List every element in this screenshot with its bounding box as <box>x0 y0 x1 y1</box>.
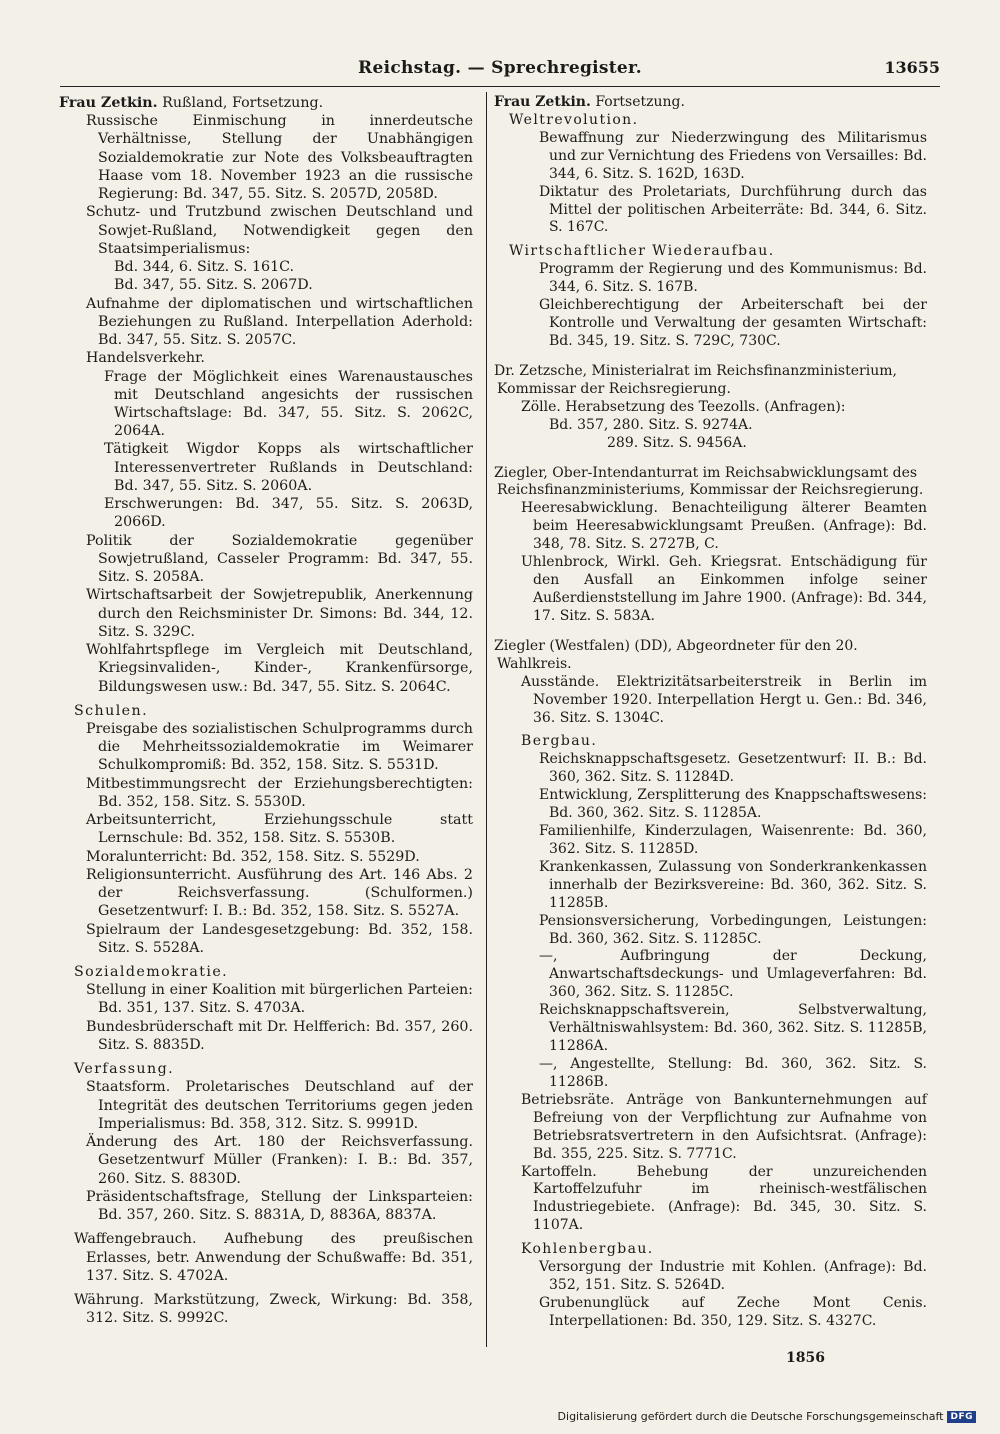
speaker-heading: Ziegler, Ober-Intendanturrat im Reichsabwicklungsamt des Reichsfinanzministeriums, Kommissar der Reichsregierung. <box>494 464 924 499</box>
register-entry: Schutz- und Trutzbund zwischen Deutschland und Sowjet-Rußland, Notwendigkeit gegen den Staatsimperialismus: <box>86 204 473 257</box>
register-entry: Uhlenbrock, Wirkl. Geh. Kriegsrat. Entschädigung für den Ausfall an Einkommen infolge seiner Außerdienststellung im Jahre 1900. (Anfrage): Bd. 344, 17. Sitz. S. 583A. <box>521 554 927 624</box>
register-entry: Russische Einmischung in innerdeutsche Verhältnisse, Stellung der Unabhängigen Sozialdemokratie zur Note des Volksbeauftragten Haase vom 18. November 1923 an die russische Regierung: Bd. 347, 55. Sitz. S. 2057D, 2058D. <box>86 113 473 203</box>
register-entry: Wirtschaftsarbeit der Sowjetrepublik, Anerkennung durch den Reichsminister Dr. Simons: Bd. 344, 12. Sitz. S. 329C. <box>86 587 473 640</box>
register-entry: Spielraum der Landesgesetzgebung: Bd. 352, 158. Sitz. S. 5528A. <box>86 921 473 956</box>
register-entry: Aufnahme der diplomatischen und wirtschaftlichen Beziehungen zu Rußland. Interpellation Aderhold: Bd. 347, 55. Sitz. S. 2057C. <box>86 295 473 349</box>
register-subentry: Entwicklung, Zersplitterung des Knappschaftswesens: Bd. 360, 362. Sitz. S. 11285A. <box>539 787 927 822</box>
section-heading: Kohlenbergbau. <box>521 1241 654 1258</box>
register-entry: Wohlfahrtspflege im Vergleich mit Deutschland, Kriegsinvaliden-, Kinder-, Krankenfürsorge, Bildungswesen usw.: Bd. 347, 55. Sitz. S. 2064C. <box>86 642 473 695</box>
speaker-name: Frau Zetkin. <box>494 94 591 110</box>
register-entry: Mitbestimmungsrecht der Erziehungsberechtigten: Bd. 352, 158. Sitz. S. 5530D. <box>86 775 473 810</box>
register-subentry: Krankenkassen, Zulassung von Sonderkrankenkassen innerhalb der Bezirksvereine: Bd. 360, 362. Sitz. S. 11285B. <box>539 858 927 911</box>
speaker-subtitle: Rußland, Fortsetzung. <box>162 95 324 111</box>
speaker-subtitle: Fortsetzung. <box>595 94 685 110</box>
register-entry: Staatsform. Proletarisches Deutschland auf der Integrität des deutschen Territoriums gegen jeden Imperialismus: Bd. 358, 312. Sitz. S. 9991D. <box>86 1079 473 1132</box>
register-subentry: —, Aufbringung der Deckung, Anwartschaftsdeckungs- und Umlageverfahren: Bd. 360, 362. Sitz. S. 11285C. <box>539 948 927 1001</box>
register-reference: Bd. 347, 55. Sitz. S. 2067D. <box>114 277 313 294</box>
speaker-heading <box>494 94 927 112</box>
register-entry: Kartoffeln. Behebung der unzureichenden Kartoffelzufuhr im rheinisch-westfälischen Industriegebiete. (Anfrage): Bd. 345, 30. Sitz. S. 1107A. <box>521 1163 927 1234</box>
register-reference: 289. Sitz. S. 9456A. <box>607 434 747 451</box>
register-entry: Ausstände. Elektrizitätsarbeiterstreik in Berlin im November 1920. Interpellation Hergt u. Gen.: Bd. 346, 36. Sitz. S. 1304C. <box>521 673 927 726</box>
register-subentry: Bewaffnung zur Niederzwingung des Militarismus und zur Vernichtung des Friedens von Versailles: Bd. 344, 6. Sitz. S. 162D, 163D. <box>539 129 927 182</box>
speaker-heading <box>59 94 473 112</box>
register-entry: Zölle. Herabsetzung des Teezolls. (Anfragen): <box>521 398 846 415</box>
credit-text: Digitalisierung gefördert durch die Deutsche Forschungsgemeinschaft <box>557 1410 944 1423</box>
right-column <box>494 94 927 1331</box>
register-subentry: Reichsknappschaftsgesetz. Gesetzentwurf: II. B.: Bd. 360, 362. Sitz. S. 11284D. <box>539 751 927 786</box>
register-entry: Bundesbrüderschaft mit Dr. Helfferich: Bd. 357, 260. Sitz. S. 8835D. <box>86 1018 473 1053</box>
register-subentry: Grubenunglück auf Zeche Mont Cenis. Interpellationen: Bd. 350, 129. Sitz. S. 4327C. <box>539 1295 927 1329</box>
register-subentry: Erschwerungen: Bd. 347, 55. Sitz. S. 2063D, 2066D. <box>104 496 473 531</box>
left-column <box>59 94 473 1327</box>
register-subentry: Programm der Regierung und des Kommunismus: Bd. 344, 6. Sitz. S. 167B. <box>539 261 927 296</box>
register-entry: Änderung des Art. 180 der Reichsverfassung. Gesetzentwurf Müller (Franken): I. B.: Bd. 357, 260. Sitz. S. 8830D. <box>86 1134 473 1187</box>
section-heading: Sozialdemokratie. <box>74 964 229 981</box>
register-entry: Heeresabwicklung. Benachteiligung älterer Beamten beim Heeresabwicklungsamt Preußen. (Anfrage): Bd. 348, 78. Sitz. S. 2727B, C. <box>521 500 927 553</box>
section-heading: Verfassung. <box>74 1061 175 1078</box>
register-reference: Bd. 344, 6. Sitz. S. 161C. <box>114 259 295 276</box>
register-reference: Bd. 357, 280. Sitz. S. 9274A. <box>549 416 753 433</box>
running-title: Reichstag. — Sprechregister. <box>358 58 642 78</box>
dfg-logo-icon: DFG <box>947 1411 976 1423</box>
register-subentry: Pensionsversicherung, Vorbedingungen, Leistungen: Bd. 360, 362. Sitz. S. 11285C. <box>539 912 927 947</box>
register-entry: Stellung in einer Koalition mit bürgerlichen Parteien: Bd. 351, 137. Sitz. S. 4703A. <box>86 982 473 1017</box>
speaker-heading: Dr. Zetzsche, Ministerialrat im Reichsfinanzministerium, Kommissar der Reichsregierung. <box>494 362 897 397</box>
page-number: 13655 <box>884 58 940 77</box>
section-heading: Schulen. <box>74 702 148 719</box>
register-subentry: Frage der Möglichkeit eines Warenaustausches mit Deutschland angesichts der russischen Wirtschaftslage: Bd. 347, 55. Sitz. S. 2062C, 2064A. <box>104 368 473 440</box>
digitization-credit <box>558 1410 976 1423</box>
register-entry: Moralunterricht: Bd. 352, 158. Sitz. S. 5529D. <box>86 848 420 865</box>
section-heading: Weltrevolution. <box>509 111 639 128</box>
register-entry: Arbeitsunterricht, Erziehungsschule statt Lernschule: Bd. 352, 158. Sitz. S. 5530B. <box>86 812 473 847</box>
register-subentry: Versorgung der Industrie mit Kohlen. (Anfrage): Bd. 352, 151. Sitz. S. 5264D. <box>539 1259 927 1294</box>
register-subentry: Diktatur des Proletariats, Durchführung durch das Mittel der politischen Arbeiterräte: Bd. 344, 6. Sitz. S. 167C. <box>539 183 927 236</box>
section-heading: Wirtschaftlicher Wiederaufbau. <box>509 243 775 260</box>
register-subentry: —, Angestellte, Stellung: Bd. 360, 362. Sitz. S. 11286B. <box>539 1056 927 1090</box>
register-subentry: Gleichberechtigung der Arbeiterschaft bei der Kontrolle und Verwaltung der gesamten Wirtschaft: Bd. 345, 19. Sitz. S. 729C, 730C. <box>539 297 927 349</box>
register-subentry: Reichsknappschaftsverein, Selbstverwaltung, Verhältniswahlsystem: Bd. 360, 362. Sitz. S. 11285B, 11286A. <box>539 1002 927 1055</box>
header-rule <box>60 86 940 87</box>
running-header <box>60 58 940 82</box>
register-subentry: Tätigkeit Wigdor Kopps als wirtschaftlicher Interessenvertreter Rußlands in Deutschland: Bd. 347, 55. Sitz. S. 2060A. <box>104 441 473 494</box>
column-number: 1856 <box>786 1350 825 1366</box>
register-entry: Religionsunterricht. Ausführung des Art. 146 Abs. 2 der Reichsverfassung. (Schulformen.) Gesetzentwurf: I. B.: Bd. 352, 158. Sitz. S. 5527A. <box>86 866 473 920</box>
column-rule <box>486 92 487 1347</box>
register-subentry: Familienhilfe, Kinderzulagen, Waisenrente: Bd. 360, 362. Sitz. S. 11285D. <box>539 823 927 857</box>
register-entry: Währung. Markstützung, Zweck, Wirkung: Bd. 358, 312. Sitz. S. 9992C. <box>74 1292 473 1327</box>
speaker-name: Frau Zetkin. <box>59 95 158 111</box>
register-entry: Preisgabe des sozialistischen Schulprogramms durch die Mehrheitssozialdemokratie im Weimarer Schulkompromiß: Bd. 352, 158. Sitz. S. 5531D. <box>86 720 473 774</box>
speaker-heading: Ziegler (Westfalen) (DD), Abgeordneter für den 20. Wahlkreis. <box>494 637 858 672</box>
section-heading: Bergbau. <box>521 733 598 750</box>
register-entry: Handelsverkehr. <box>86 350 205 367</box>
register-entry: Betriebsräte. Anträge von Bankunternehmungen auf Befreiung von der Verpflichtung zur Aufnahme von Betriebsratsvertretern in den Aufsichtsrat. (Anfrage): Bd. 355, 225. Sitz. S. 7771C. <box>521 1091 927 1162</box>
register-entry: Politik der Sozialdemokratie gegenüber Sowjetrußland, Casseler Programm: Bd. 347, 55. Sitz. S. 2058A. <box>86 532 473 586</box>
register-entry: Waffengebrauch. Aufhebung des preußischen Erlasses, betr. Anwendung der Schußwaffe: Bd. 351, 137. Sitz. S. 4702A. <box>74 1231 473 1284</box>
register-entry: Präsidentschaftsfrage, Stellung der Linksparteien: Bd. 357, 260. Sitz. S. 8831A, D, 8836A, 8837A. <box>86 1188 473 1224</box>
